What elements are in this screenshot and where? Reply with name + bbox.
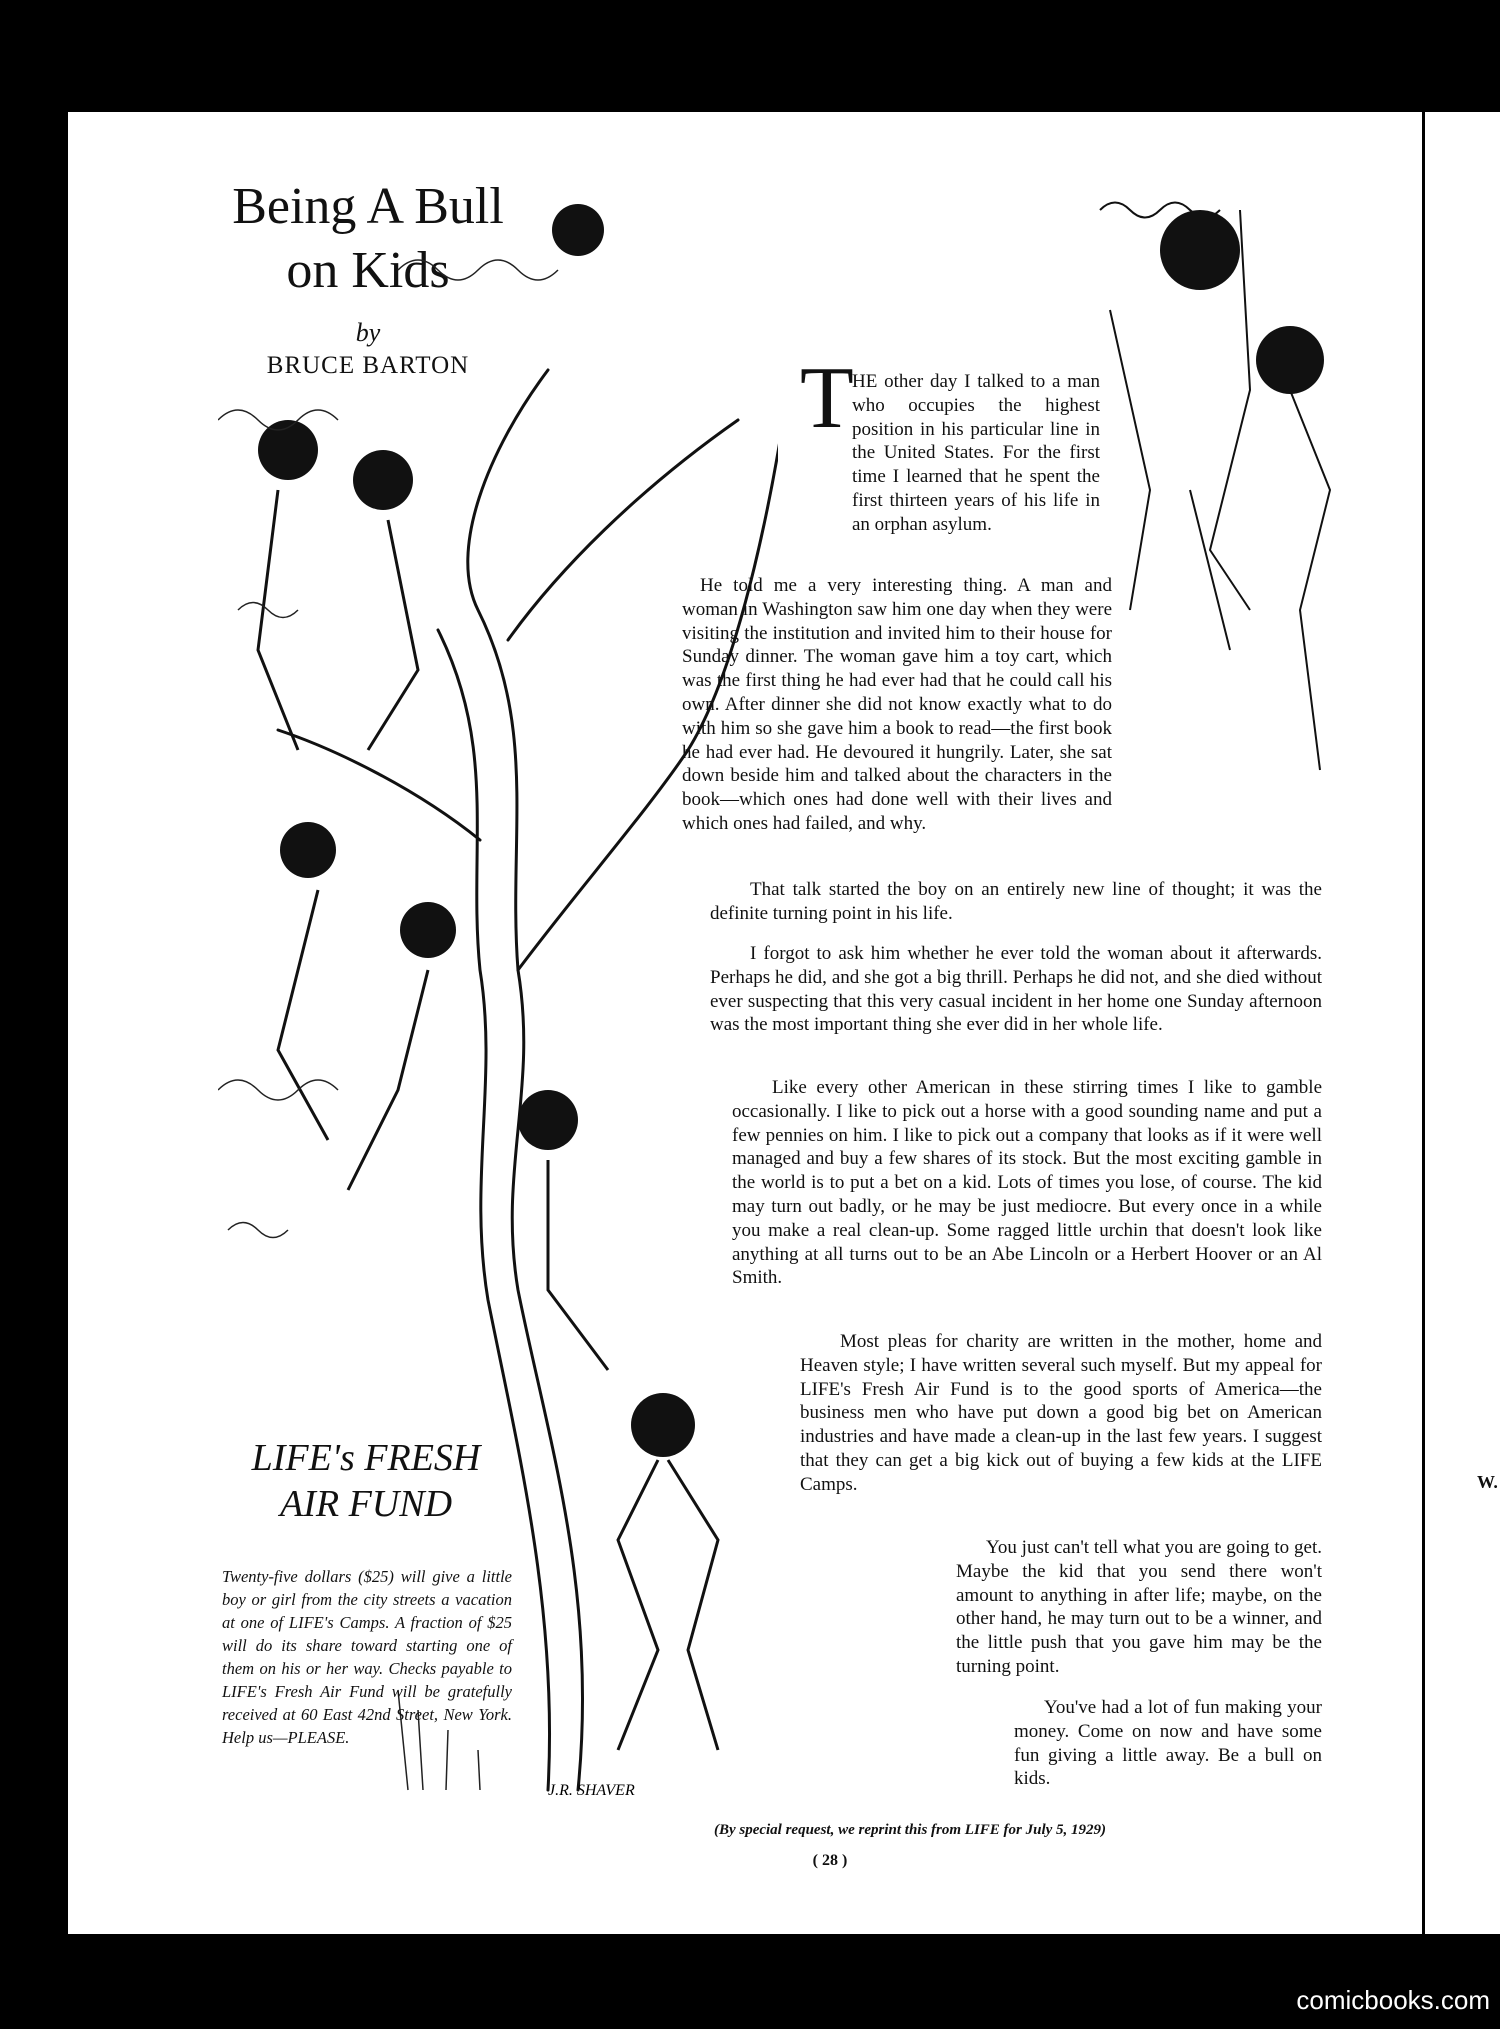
article-paragraph-7: You just can't tell what you are going to get. Maybe the kid that you send there won't amount to anything in after life; maybe, on the other hand, he may turn out to be a winner, and the little push that you gave him may be the turning point. bbox=[956, 1537, 1322, 1677]
title-line-1: Being A Bull bbox=[232, 178, 504, 235]
article-paragraph-3: That talk started the boy on an entirely new line of thought; it was the definite turning point in his life. bbox=[710, 879, 1322, 924]
fund-title-line-2: AIR FUND bbox=[279, 1483, 453, 1525]
fund-appeal-text: Twenty-five dollars ($25) will give a little boy or girl from the city streets a vacation at one of LIFE's Camps. A fraction of $25 will do its share toward starting one of them on his or her way. Checks payable to LIFE's Fresh Air Fund will be gratefully received at 60 East 42nd Street, New York. Help us—PLEASE. bbox=[222, 1567, 512, 1747]
tree-boy-illustration bbox=[1090, 190, 1420, 810]
artist-signature: J.R. SHAVER bbox=[548, 1782, 635, 1799]
next-page-edge bbox=[1425, 112, 1500, 1934]
reprint-note: (By special request, we reprint this from LIFE for July 5, 1929) bbox=[713, 1822, 1107, 1838]
drop-cap: T bbox=[800, 350, 854, 447]
title-line-2: on Kids bbox=[286, 242, 450, 299]
next-page-fragment: W. bbox=[1477, 1472, 1498, 1492]
article-paragraph-5: Like every other American in these stirring times I like to gamble occasionally. I like to pick out a horse with a good sounding name and put a few pennies on him. I like to pick out a company that looks as if it were well managed and buy a few shares of its stock. But the most exciting gamble in the world is to put a bet on a kid. Lots of times you lose, of course. The kid may turn out badly, or he may be just mediocre. But every once in a while you make a real clean-up. Some ragged little urchin that doesn't look like anything at all turns out to be an Abe Lincoln or a Herbert Hoover or an Al Smith. bbox=[732, 1077, 1322, 1289]
page-number: ( 28 ) bbox=[812, 1852, 848, 1869]
article-paragraph-2: He told me a very interesting thing. A man and woman in Washington saw him one day when they were visiting the institution and invited him to their house for Sunday dinner. The woman gave him a toy cart, which was the first thing he had ever had that he could call his own. After dinner she did not know exactly what to do with him so she gave him a book to read—the first book he had ever had. He devoured it hungrily. Later, she sat down beside him and talked about the characters in the book—which ones had done well with their lives and which ones had failed, and why. bbox=[682, 575, 1112, 834]
article-paragraph-8: You've had a lot of fun making your money. Come on now and have some fun giving a little away. Be a bull on kids. bbox=[1014, 1697, 1322, 1790]
watermark: comicbooks.com bbox=[1296, 1985, 1490, 2015]
fund-title bbox=[226, 1435, 506, 1527]
fund-title-line-1: LIFE's FRESH bbox=[251, 1437, 481, 1479]
byline-by: by bbox=[355, 318, 381, 347]
article-paragraph-6: Most pleas for charity are written in the mother, home and Heaven style; I have written several such myself. But my appeal for LIFE's Fresh Air Fund is to the good sports of America—the business men who have put down a good big bet on American industries and have made a clean-up in the last few years. I suggest that they can get a big kick out of buying a few kids at the LIFE Camps. bbox=[800, 1331, 1322, 1495]
article-paragraph-4: I forgot to ask him whether he ever told the woman about it afterwards. Perhaps he did, and she got a big thrill. Perhaps he did not, and she died without ever suspecting that this very casual incident in her home one Sunday afternoon was the most important thing she ever did in her whole life. bbox=[710, 943, 1322, 1036]
article-paragraph-1: HE other day I talked to a man who occupies the highest position in his particular line in the United States. For the first time I learned that he spent the first thirteen years of his life in an orphan asylum. bbox=[852, 371, 1100, 535]
byline-author: BRUCE BARTON bbox=[266, 352, 470, 379]
